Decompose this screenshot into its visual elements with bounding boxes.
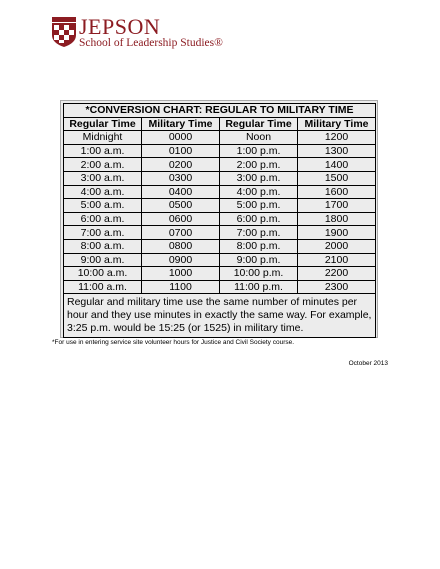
table-cell: 1000 xyxy=(142,267,220,281)
table-cell: 1600 xyxy=(298,185,376,199)
table-cell: 10:00 a.m. xyxy=(64,267,142,281)
table-cell: 5:00 a.m. xyxy=(64,199,142,213)
column-header: Military Time xyxy=(298,117,376,131)
table-cell: 2:00 p.m. xyxy=(220,158,298,172)
table-cell: 8:00 p.m. xyxy=(220,239,298,253)
table-cell: 5:00 p.m. xyxy=(220,199,298,213)
table-row xyxy=(64,185,376,199)
column-header: Military Time xyxy=(142,117,220,131)
table-row xyxy=(64,280,376,294)
table-cell: 0600 xyxy=(142,212,220,226)
jepson-logo xyxy=(52,14,223,50)
logo-name: JEPSON xyxy=(79,14,161,39)
table-cell: 4:00 p.m. xyxy=(220,185,298,199)
table-cell: 0500 xyxy=(142,199,220,213)
table-cell: 0800 xyxy=(142,239,220,253)
table-row xyxy=(64,199,376,213)
chart-title: *CONVERSION CHART: REGULAR TO MILITARY TIME xyxy=(64,104,376,118)
table-cell: Midnight xyxy=(64,131,142,145)
table-cell: 8:00 a.m. xyxy=(64,239,142,253)
explanation-note: Regular and military time use the same number of minutes per hour and they use minutes in exactly the same way. For example, 3:25 p.m. would be 15:25 (or 1525) in military time. xyxy=(64,294,376,338)
table-cell: 0300 xyxy=(142,171,220,185)
table-cell: 4:00 a.m. xyxy=(64,185,142,199)
table-cell: 11:00 p.m. xyxy=(220,280,298,294)
table-cell: 1200 xyxy=(298,131,376,145)
column-header: Regular Time xyxy=(220,117,298,131)
table-row xyxy=(64,131,376,145)
table-cell: 11:00 a.m. xyxy=(64,280,142,294)
table-row xyxy=(64,239,376,253)
table-row xyxy=(64,267,376,281)
table-cell: 3:00 p.m. xyxy=(220,171,298,185)
table-row xyxy=(64,144,376,158)
table-cell: 7:00 a.m. xyxy=(64,226,142,240)
shield-icon xyxy=(52,17,76,47)
table-cell: 3:00 a.m. xyxy=(64,171,142,185)
table-row xyxy=(64,226,376,240)
table-cell: 2:00 a.m. xyxy=(64,158,142,172)
table-cell: 0000 xyxy=(142,131,220,145)
table-row xyxy=(64,212,376,226)
table-cell: 1800 xyxy=(298,212,376,226)
document-date: October 2013 xyxy=(348,360,388,367)
table-cell: 2300 xyxy=(298,280,376,294)
table-cell: 9:00 p.m. xyxy=(220,253,298,267)
table-cell: 2200 xyxy=(298,267,376,281)
table-cell: 1:00 p.m. xyxy=(220,144,298,158)
table-cell: 1100 xyxy=(142,280,220,294)
table-row xyxy=(64,171,376,185)
table-cell: 1700 xyxy=(298,199,376,213)
table-row xyxy=(64,253,376,267)
table-cell: 0200 xyxy=(142,158,220,172)
table-cell: 0400 xyxy=(142,185,220,199)
column-header: Regular Time xyxy=(64,117,142,131)
table-cell: 1300 xyxy=(298,144,376,158)
table-cell: 6:00 a.m. xyxy=(64,212,142,226)
table-cell: 2100 xyxy=(298,253,376,267)
table-cell: 0900 xyxy=(142,253,220,267)
conversion-table xyxy=(63,103,376,338)
logo-subtitle: School of Leadership Studies® xyxy=(79,37,223,49)
footnote: *For use in entering service site volunteer hours for Justice and Civil Society course. xyxy=(52,339,295,346)
table-cell: 7:00 p.m. xyxy=(220,226,298,240)
table-cell: 6:00 p.m. xyxy=(220,212,298,226)
table-cell: 1900 xyxy=(298,226,376,240)
table-cell: 9:00 a.m. xyxy=(64,253,142,267)
table-cell: 0700 xyxy=(142,226,220,240)
table-cell: 1:00 a.m. xyxy=(64,144,142,158)
table-cell: 0100 xyxy=(142,144,220,158)
table-row xyxy=(64,158,376,172)
table-cell: 1500 xyxy=(298,171,376,185)
table-cell: 10:00 p.m. xyxy=(220,267,298,281)
table-cell: 1400 xyxy=(298,158,376,172)
table-cell: 2000 xyxy=(298,239,376,253)
table-cell: Noon xyxy=(220,131,298,145)
